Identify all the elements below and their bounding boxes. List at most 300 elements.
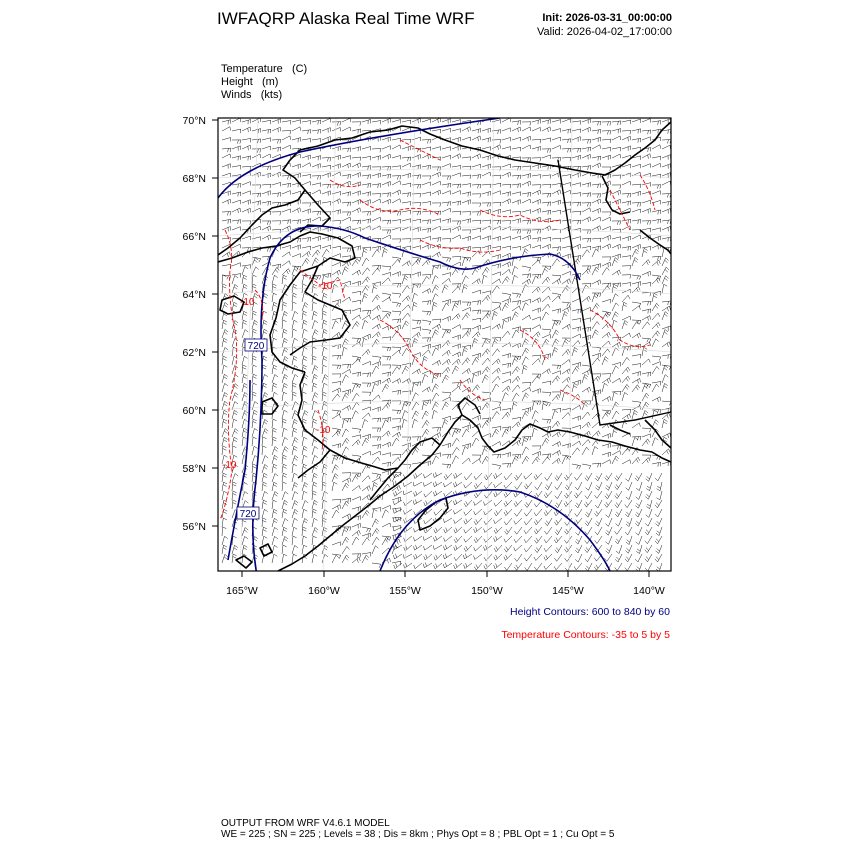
wind-barb — [494, 491, 502, 497]
wind-barb — [522, 192, 531, 196]
wind-barb — [352, 300, 361, 304]
wind-barb — [342, 527, 348, 536]
wind-barb — [632, 401, 641, 406]
wind-barb — [652, 121, 661, 125]
wind-barb — [232, 339, 238, 348]
wind-barb — [422, 220, 431, 224]
wind-barb — [612, 294, 618, 302]
wind-barb — [602, 341, 610, 347]
wind-barb — [632, 235, 641, 239]
wind-barb — [392, 220, 401, 224]
lat-ticks — [212, 120, 218, 526]
wind-barb — [352, 163, 361, 168]
wind-barb — [392, 432, 401, 437]
wind-barb — [262, 226, 271, 231]
wind-barb — [312, 383, 317, 392]
wind-barb — [612, 303, 619, 311]
wind-barb — [382, 470, 391, 475]
wind-barb — [555, 527, 562, 535]
wind-barb — [252, 446, 258, 455]
wind-barb — [362, 277, 370, 284]
wind-barb — [512, 121, 521, 125]
wind-barb — [462, 358, 470, 365]
wind-barb — [642, 316, 651, 321]
wind-barb — [442, 340, 450, 347]
wind-barb — [332, 381, 341, 385]
wind-barb — [482, 375, 489, 383]
wind-barb — [464, 518, 472, 524]
wind-barb — [332, 465, 339, 473]
wind-barb — [662, 145, 671, 149]
wind-barb — [635, 473, 642, 481]
wind-barb — [342, 174, 351, 178]
wind-barb — [332, 414, 341, 419]
wind-barb — [312, 509, 317, 518]
wind-barb — [372, 528, 379, 536]
wind-barb — [272, 329, 277, 338]
wind-barb — [342, 546, 349, 554]
wind-barb — [402, 443, 411, 448]
wind-barb — [462, 230, 471, 234]
wind-barb — [502, 172, 511, 177]
wind-barb — [492, 368, 500, 374]
wind-barb — [492, 384, 499, 392]
wind-barb — [622, 321, 628, 330]
wind-barb — [252, 320, 258, 329]
wind-barb — [372, 361, 381, 366]
wind-barb — [632, 184, 641, 188]
wind-barb — [652, 384, 659, 392]
wind-barb — [394, 491, 403, 496]
wind-barb — [595, 500, 602, 508]
wind-barb — [302, 121, 311, 125]
wind-barb — [352, 281, 361, 286]
wind-barb — [362, 183, 371, 187]
wind-barb — [585, 563, 592, 571]
wind-barb — [542, 454, 551, 458]
field-label: Winds — [221, 89, 252, 101]
wind-barb — [442, 350, 450, 356]
wind-barb — [422, 289, 431, 294]
wind-barb — [605, 473, 612, 481]
wind-barb — [562, 377, 570, 383]
wind-barb — [565, 563, 572, 571]
wind-barb — [402, 210, 411, 214]
wind-barb — [392, 457, 400, 464]
wind-barb — [514, 500, 522, 507]
wind-barb — [262, 138, 271, 142]
valid-time: Valid: 2026-04-02_17:00:00 — [537, 26, 672, 38]
wind-barb — [592, 322, 599, 330]
wind-barb — [452, 314, 460, 320]
wind-barb — [522, 220, 531, 224]
wind-barb — [352, 384, 359, 392]
wind-barb — [232, 410, 238, 419]
wind-barb — [522, 274, 531, 278]
wind-barb — [432, 118, 441, 123]
wind-barb — [422, 338, 431, 342]
wind-barb — [482, 191, 491, 196]
wind-barb — [302, 275, 308, 284]
wind-barb — [372, 149, 381, 153]
wind-barb — [544, 509, 552, 516]
wind-barb — [392, 331, 400, 338]
wind-barb — [512, 327, 521, 332]
wind-barb — [472, 385, 480, 392]
wind-barb — [392, 438, 399, 446]
wind-barb — [232, 474, 238, 483]
wind-barb — [512, 266, 518, 275]
wind-barb — [262, 509, 268, 518]
wind-barb — [552, 309, 561, 314]
wind-barb — [332, 431, 340, 437]
wind-barb — [502, 246, 511, 250]
wind-barb — [402, 391, 411, 395]
wind-barb — [562, 220, 571, 224]
wind-barb — [292, 419, 298, 428]
wind-barb — [342, 339, 349, 347]
wind-barb — [322, 293, 327, 302]
wind-barb — [552, 293, 561, 298]
wind-barb — [662, 433, 671, 438]
wind-barb — [494, 554, 502, 560]
wind-barb — [412, 272, 421, 277]
wind-barb — [572, 464, 581, 469]
wind-barb — [492, 220, 501, 224]
wind-barb — [342, 393, 349, 401]
wind-barb — [302, 246, 311, 250]
wind-barb — [342, 369, 351, 374]
wind-barb — [602, 411, 609, 419]
wind-barb — [532, 389, 541, 394]
wind-barb — [404, 563, 413, 568]
wind-barb — [652, 191, 661, 195]
wind-barb — [452, 154, 461, 159]
wind-barb — [342, 118, 351, 122]
wind-barb — [242, 182, 251, 186]
wind-barb — [615, 491, 622, 499]
wind-barb — [372, 395, 380, 401]
wind-barb — [414, 491, 422, 496]
wind-barb — [582, 269, 590, 275]
wind-barb — [262, 146, 271, 150]
wind-barb — [502, 353, 511, 358]
wind-barb — [652, 256, 661, 260]
wind-barb — [494, 482, 502, 488]
wind-barb — [474, 554, 483, 559]
wind-barb — [592, 121, 601, 125]
wind-barb — [512, 219, 521, 224]
wind-barb — [302, 455, 307, 464]
wind-barb — [464, 473, 472, 480]
wind-barb — [312, 139, 321, 143]
wind-barb — [322, 473, 327, 482]
wind-barb — [532, 339, 539, 347]
wind-barb — [222, 138, 231, 142]
wind-barb — [642, 260, 650, 267]
wind-barb — [542, 457, 550, 464]
wind-barb — [262, 154, 271, 158]
wind-barb — [652, 362, 661, 366]
wind-barb — [332, 127, 341, 131]
wind-barb — [412, 165, 421, 170]
wind-barb — [272, 455, 278, 464]
wind-barb — [562, 369, 570, 374]
wind-barb — [302, 320, 307, 329]
wind-barb — [494, 536, 502, 542]
wind-barb — [504, 545, 512, 552]
wind-barb — [372, 194, 381, 198]
wind-barb — [542, 237, 551, 241]
wind-barb — [432, 238, 441, 242]
wind-barb — [657, 482, 662, 491]
wind-barb — [574, 563, 582, 570]
wind-barb — [662, 342, 670, 347]
wind-barb — [362, 495, 370, 500]
wind-barb — [502, 236, 511, 240]
wind-barb — [282, 492, 288, 500]
wind-barb — [662, 237, 671, 242]
wind-barb — [562, 139, 571, 143]
wind-barb — [662, 140, 671, 144]
wind-barb — [502, 192, 511, 197]
wind-barb — [602, 374, 611, 378]
wind-barb — [482, 147, 491, 151]
wind-barb — [554, 536, 562, 543]
wind-barb — [605, 527, 612, 535]
wind-barb — [272, 464, 277, 473]
wind-barb — [582, 412, 590, 419]
wind-barb — [612, 284, 617, 293]
wind-barb — [382, 420, 388, 428]
wind-barb — [562, 175, 571, 179]
wind-barb — [242, 200, 251, 205]
wind-barb — [524, 518, 532, 525]
wind-barb — [262, 491, 268, 500]
wind-barb — [392, 199, 401, 203]
wind-barb — [372, 121, 381, 125]
wind-barb — [402, 464, 411, 469]
wind-barb — [504, 554, 512, 560]
wind-barb — [402, 163, 411, 167]
wind-barb — [452, 211, 461, 215]
wind-barb — [532, 164, 541, 169]
wind-barb — [652, 156, 661, 160]
wind-barb — [642, 347, 647, 356]
wind-barb — [532, 185, 541, 189]
wind-barb — [272, 428, 277, 437]
wind-barb — [544, 527, 552, 534]
wind-barb — [222, 338, 227, 347]
wind-barb — [392, 190, 401, 195]
wind-barb — [662, 401, 671, 406]
wind-barb — [502, 303, 509, 311]
wind-barb — [242, 365, 246, 374]
wind-barb — [262, 429, 268, 437]
wind-barb — [532, 230, 541, 234]
wind-barb — [452, 447, 459, 455]
wind-barb — [394, 554, 403, 559]
wind-barb — [562, 271, 571, 275]
wind-barb — [592, 431, 600, 437]
wind-barb — [232, 192, 241, 197]
wind-barb — [616, 518, 623, 526]
wind-barb — [484, 563, 492, 569]
wind-barb — [312, 227, 321, 232]
wind-barb — [622, 256, 631, 260]
wind-barb — [575, 482, 582, 490]
wind-barb — [442, 128, 451, 132]
wind-barb — [382, 453, 391, 457]
wind-barb — [534, 509, 542, 516]
wind-barb — [535, 482, 542, 490]
wind-barb — [482, 236, 491, 241]
wind-barb — [232, 393, 238, 401]
wind-barb — [612, 190, 621, 195]
wind-barb — [262, 235, 271, 240]
wind-barb — [362, 476, 370, 482]
wind-barb — [312, 236, 321, 241]
wind-barb — [372, 478, 381, 482]
wind-barb — [392, 138, 401, 142]
wind-barb — [322, 464, 327, 473]
wind-barb — [352, 315, 361, 320]
wind-barb — [522, 365, 527, 374]
wind-barb — [464, 509, 472, 515]
wind-barb — [312, 528, 318, 537]
wind-barb — [642, 439, 650, 446]
wind-barb — [492, 429, 499, 437]
wind-barb — [502, 412, 510, 419]
wind-barb — [362, 383, 371, 387]
wind-barb — [542, 419, 551, 424]
wind-barb — [272, 492, 278, 501]
wind-barb — [312, 320, 318, 329]
wind-barb — [222, 275, 226, 284]
wind-barb — [492, 191, 501, 195]
wind-barb — [412, 155, 421, 160]
wind-barb — [492, 264, 501, 269]
wind-barb — [282, 536, 288, 545]
wind-barb — [622, 376, 630, 383]
wind-barb — [544, 545, 552, 552]
wind-barb — [252, 258, 258, 266]
wind-barb — [542, 175, 551, 179]
wind-barb — [532, 276, 539, 284]
wind-barb — [262, 173, 271, 178]
wind-barb — [352, 338, 361, 342]
wind-barb — [282, 447, 288, 455]
wind-barb — [482, 267, 489, 275]
wind-barb — [444, 527, 452, 533]
wind-barb — [322, 173, 331, 178]
wind-barb — [504, 500, 512, 507]
wind-barb — [322, 500, 327, 509]
wind-barb — [272, 554, 277, 563]
wind-barb — [462, 429, 469, 437]
wind-barb — [534, 554, 542, 561]
wind-barb — [362, 166, 371, 170]
wind-barb — [645, 536, 652, 544]
wind-barb — [662, 164, 671, 169]
wind-barb — [222, 238, 231, 242]
wind-barb — [262, 221, 271, 225]
wind-barb — [632, 275, 641, 280]
wind-barb — [572, 202, 581, 206]
wind-barb — [652, 366, 659, 374]
wind-barb — [632, 138, 641, 143]
wind-barb — [494, 545, 502, 552]
wind-barb — [362, 419, 368, 428]
wind-barb — [332, 122, 341, 126]
wind-barb — [302, 251, 310, 257]
wind-barb — [602, 122, 611, 126]
wind-barb — [552, 320, 561, 325]
wind-barb — [302, 139, 311, 143]
wind-barb — [472, 228, 481, 232]
wind-barb — [572, 425, 581, 429]
wind-barb — [522, 303, 528, 311]
wind-barb — [414, 554, 422, 559]
wind-barb — [562, 183, 571, 187]
wind-barb — [362, 119, 371, 124]
wind-barb — [382, 230, 391, 234]
wind-barb — [352, 356, 361, 361]
wind-barb — [412, 148, 421, 152]
wind-barb — [602, 226, 611, 230]
model-output-line: OUTPUT FROM WRF V4.6.1 MODEL — [221, 818, 390, 829]
wind-barb — [322, 118, 331, 122]
wind-barb — [612, 244, 621, 249]
wind-barb — [443, 563, 452, 568]
wind-barb — [562, 392, 568, 401]
wind-barb — [522, 166, 531, 170]
wind-barb — [452, 221, 461, 225]
wind-barb — [282, 311, 288, 320]
wind-barb — [612, 270, 621, 275]
wind-barb — [292, 375, 298, 384]
wind-barb — [532, 199, 541, 204]
wind-barb — [442, 392, 451, 397]
wind-barb — [542, 218, 551, 223]
wind-barb — [362, 538, 369, 546]
wind-barb — [462, 127, 471, 132]
wind-barb — [292, 356, 297, 365]
wind-barb — [372, 250, 379, 258]
wind-barb — [292, 492, 298, 501]
wind-barb — [642, 309, 651, 314]
wind-barb — [242, 401, 248, 410]
wind-barb — [302, 174, 311, 178]
wind-barb — [562, 302, 571, 307]
wind-barb — [602, 443, 611, 448]
wind-barb — [564, 491, 572, 498]
wind-barb — [332, 164, 341, 169]
wind-barb — [632, 321, 639, 329]
wind-barb — [592, 358, 600, 365]
wind-barb — [592, 194, 601, 198]
wind-barb — [402, 146, 411, 151]
wind-barb — [565, 545, 573, 552]
wind-barb — [312, 211, 321, 215]
wind-barb — [492, 279, 501, 284]
wind-barb — [562, 311, 568, 320]
wind-barb — [442, 219, 451, 224]
wind-barb — [382, 193, 391, 197]
wind-barb — [433, 545, 442, 550]
wind-barb — [542, 287, 550, 293]
wind-barb — [572, 148, 581, 152]
